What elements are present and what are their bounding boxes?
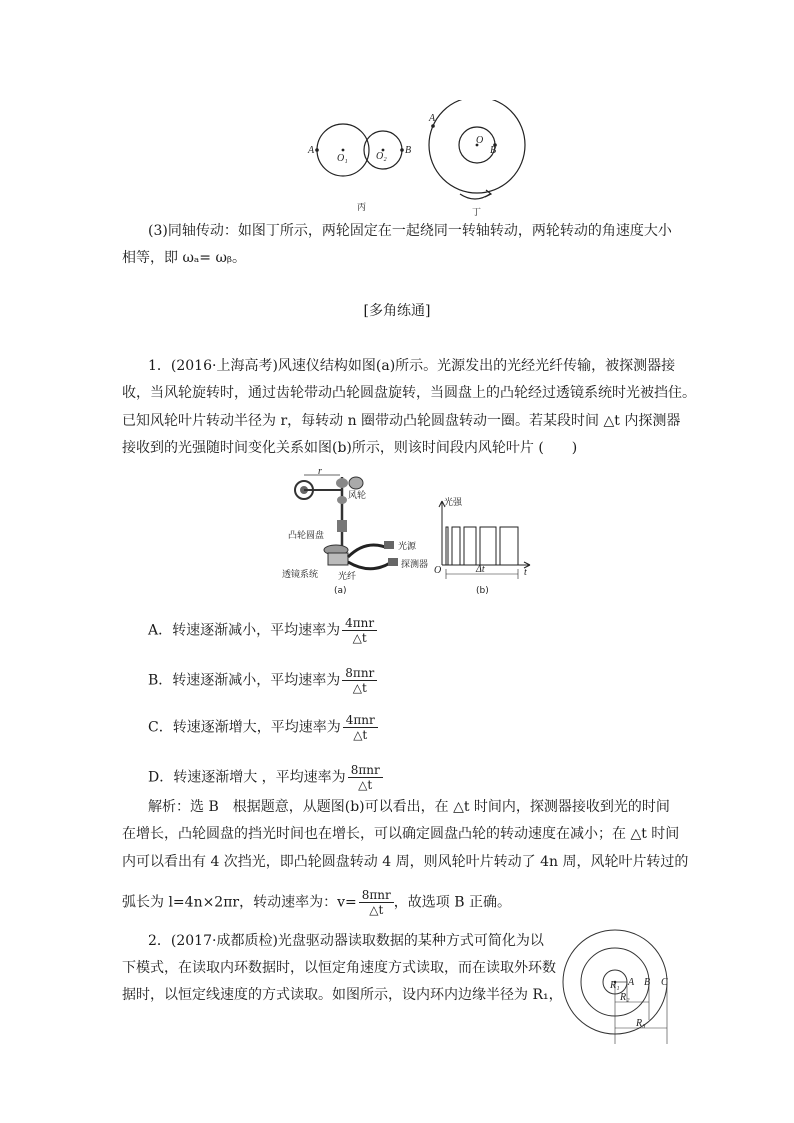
option-d-text: D．转速逐渐增大 ，平均速率为 [148, 769, 346, 786]
option-b-num: 8πnr [342, 666, 377, 681]
q2-line-3: 据时，以恒定线速度的方式读取。如图所示，设内环内边缘半径为 R₁， [122, 987, 563, 1003]
label-o: O [476, 135, 484, 146]
option-c-text: C．转速逐渐增大，平均速率为 [148, 719, 341, 736]
disc-label-r3: R₃ [636, 1018, 646, 1029]
figure-transmission [300, 100, 530, 220]
option-b-den: △t [352, 681, 367, 695]
option-b-text: B．转速逐渐减小，平均速率为 [148, 672, 341, 689]
analysis-den: △t [369, 903, 384, 917]
option-a-den: △t [352, 631, 367, 645]
option-a-fraction [342, 616, 377, 645]
q2-line-2: 下模式，在读取内环数据时，以恒定角速度方式读取，而在读取外环数 [122, 960, 556, 976]
option-c-den: △t [353, 728, 368, 742]
option-b[interactable] [148, 666, 377, 695]
analysis-line-1: 解析：选 B 根据题意，从题图(b)可以看出，在 △t 时间内，探测器接收到光的时间 [148, 799, 670, 815]
label-b1: B [405, 145, 412, 156]
disc-label-c: C [661, 977, 668, 988]
analysis-num: 8πnr [359, 888, 394, 903]
label-b2: B [490, 145, 497, 156]
q1-line-4: 接收到的光强随时间变化关系如图(b)所示，则该时间段内风轮叶片 ( ) [122, 440, 578, 456]
fig-a-cam-disk: 凸轮圆盘 [288, 531, 325, 541]
fig-a-wind-wheel: 风轮 [348, 491, 367, 501]
analysis-line-4a: 弧长为 l=4n×2πr，转动速率为：v= [122, 894, 357, 911]
fig-a-light-source: 光源 [398, 542, 417, 552]
option-c[interactable] [148, 713, 378, 742]
option-c-fraction [343, 713, 378, 742]
fig-b-caption: (b) [476, 586, 489, 596]
fig-b-t: t [524, 567, 527, 578]
figure-optical-disc [560, 920, 690, 1050]
label-o2: O₂ [376, 151, 387, 162]
disc-label-r2: R₂ [620, 992, 630, 1003]
section-title: [多角练通] [363, 303, 431, 319]
option-d-num: 8πnr [348, 763, 383, 778]
label-a2: A [429, 113, 436, 124]
label-a1: A [308, 145, 315, 156]
q1-line-1: 1．(2016·上海高考)风速仪结构如图(a)所示。光源发出的光经光纤传输，被探测器接 [148, 358, 676, 374]
coaxial-line-1: (3)同轴传动：如图丁所示，两轮固定在一起绕同一转轴转动，两轮转动的角速度大小 [148, 223, 672, 239]
analysis-line-3: 内可以看出有 4 次挡光，即凸轮圆盘转动 4 周，则风轮叶片转动了 4n 周，风轮叶片转过的 [122, 854, 689, 870]
caption-bing: 丙 [357, 203, 367, 213]
q2-line-1: 2．(2017·成都质检)光盘驱动器读取数据的某种方式可简化为以 [148, 933, 544, 949]
fig-a-r: r [318, 466, 322, 477]
option-d-den: △t [358, 778, 373, 792]
analysis-line-4b: ，故选项 B 正确。 [393, 894, 511, 911]
fig-b-dt: Δt [476, 564, 485, 575]
option-a-text: A．转速逐渐减小，平均速率为 [148, 622, 341, 639]
fig-a-caption: (a) [334, 586, 347, 596]
disc-label-b: B [644, 977, 651, 988]
fig-b-pulse-waveform [446, 527, 518, 565]
disc-label-a: A [628, 977, 635, 988]
disc-label-r1: R₁ [610, 980, 620, 991]
option-b-fraction [342, 666, 377, 695]
q1-line-3: 已知风轮叶片转动半径为 r，每转动 n 圈带动凸轮圆盘转动一圈。若某段时间 △t 内探测器 [122, 413, 681, 429]
option-c-num: 4πnr [343, 713, 378, 728]
option-d[interactable] [148, 763, 383, 792]
fig-b-ylabel: 光强 [444, 498, 463, 508]
fig-b-origin: O [434, 565, 442, 576]
fig-a-fiber: 光纤 [338, 572, 357, 582]
fig-a-lens-system: 透镜系统 [282, 570, 319, 580]
fig-a-detector: 探测器 [401, 560, 429, 570]
option-a-num: 4πnr [342, 616, 377, 631]
figure-b-intensity [430, 495, 540, 600]
label-o1: O₁ [337, 153, 348, 164]
analysis-line-4 [122, 888, 511, 917]
analysis-fraction [359, 888, 394, 917]
analysis-line-2: 在增长，凸轮圆盘的挡光时间也在增长，可以确定圆盘凸轮的转动速度在减小；在 △t 时间 [122, 826, 680, 842]
caption-ding: 丁 [472, 208, 482, 218]
option-a[interactable] [148, 616, 377, 645]
option-d-fraction [348, 763, 383, 792]
coaxial-line-2: 相等，即 ωₐ= ωᵦ。 [122, 250, 246, 266]
q1-line-2: 收，当风轮旋转时，通过齿轮带动凸轮圆盘旋转，当圆盘上的凸轮经过透镜系统时光被挡住。 [122, 385, 696, 401]
figure-a-anemometer [280, 465, 440, 600]
